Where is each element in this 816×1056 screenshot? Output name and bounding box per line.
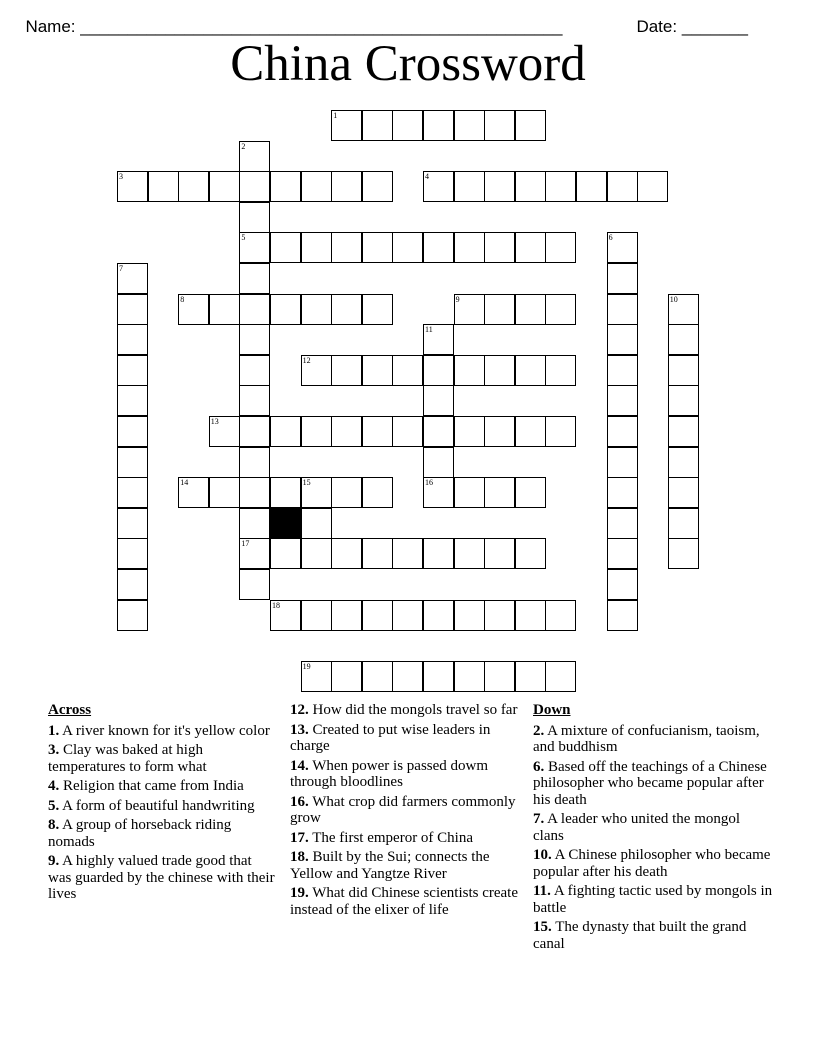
clue-number: 14: [180, 478, 189, 488]
across-clue: [48, 798, 278, 815]
grid-cell[interactable]: [423, 477, 454, 508]
grid-cell[interactable]: [331, 477, 362, 508]
grid-cell[interactable]: [331, 232, 362, 263]
grid-cell[interactable]: [117, 447, 148, 478]
clue-text: When power is passed dowm through bloodlines: [290, 757, 489, 790]
grid-cell[interactable]: [454, 477, 485, 508]
grid-cell[interactable]: [423, 232, 454, 263]
grid-cell[interactable]: [668, 294, 699, 325]
grid-cell[interactable]: [301, 538, 332, 569]
grid-cell[interactable]: [301, 171, 332, 202]
grid-cell[interactable]: [239, 232, 270, 263]
grid-cell[interactable]: [301, 232, 332, 263]
grid-cell[interactable]: [668, 477, 699, 508]
grid-cell[interactable]: [209, 416, 240, 447]
grid-cell[interactable]: [423, 385, 454, 416]
clue-number: 4.: [48, 778, 60, 794]
grid-cell[interactable]: [239, 324, 270, 355]
clue-number: 10: [669, 294, 678, 304]
grid-cell[interactable]: [454, 110, 485, 141]
grid-cell[interactable]: [607, 508, 638, 539]
grid-cell[interactable]: [209, 477, 240, 508]
grid-cell[interactable]: [423, 110, 454, 141]
across-clue: [48, 853, 278, 903]
grid-cell[interactable]: [362, 171, 393, 202]
grid-cell[interactable]: [484, 661, 515, 692]
grid-cell[interactable]: [362, 110, 393, 141]
clue-number: 1: [333, 111, 338, 120]
clue-text: A group of horseback riding nomads: [48, 817, 232, 850]
across-clue: [290, 885, 525, 918]
clue-number: 3.: [48, 742, 60, 758]
grid-cell[interactable]: [178, 477, 209, 508]
clue-number: 3: [119, 172, 123, 182]
across-clue: [48, 817, 278, 850]
name-label: Name:: [25, 17, 81, 36]
down-clue: [533, 919, 773, 952]
grid-cell[interactable]: [484, 600, 515, 631]
grid-cell[interactable]: [239, 477, 270, 508]
grid-cell[interactable]: [545, 171, 576, 202]
grid-cell[interactable]: [515, 661, 546, 692]
grid-cell[interactable]: [423, 171, 454, 202]
grid-cell[interactable]: [362, 355, 393, 386]
black-cell: [270, 508, 301, 539]
clue-number: 4: [425, 172, 429, 182]
grid-cell[interactable]: [668, 355, 699, 386]
grid-cell[interactable]: [454, 294, 485, 325]
grid-cell[interactable]: [545, 232, 576, 263]
grid-cell[interactable]: [362, 538, 393, 569]
grid-cell[interactable]: [117, 477, 148, 508]
grid-cell[interactable]: [270, 538, 301, 569]
grid-cell[interactable]: [362, 294, 393, 325]
grid-cell[interactable]: [454, 232, 485, 263]
clue-number: 5.: [48, 797, 60, 814]
grid-cell[interactable]: [607, 232, 638, 263]
grid-cell[interactable]: [270, 232, 301, 263]
grid-cell[interactable]: [454, 661, 485, 692]
grid-cell[interactable]: [331, 110, 362, 141]
down-clue: [533, 847, 773, 880]
grid-cell[interactable]: [515, 110, 546, 141]
clue-number: 9.: [48, 853, 60, 869]
grid-cell[interactable]: [607, 263, 638, 294]
clue-text: A leader who united the mongol clans: [533, 811, 741, 844]
clue-text: What crop did farmers commonly grow: [290, 793, 516, 826]
grid-cell[interactable]: [545, 416, 576, 447]
grid-cell[interactable]: [392, 416, 423, 447]
page-title: China Crossword: [230, 36, 586, 92]
grid-cell[interactable]: [362, 661, 393, 692]
grid-cell[interactable]: [301, 661, 332, 692]
grid-cell[interactable]: [454, 171, 485, 202]
grid-cell[interactable]: [423, 416, 454, 447]
grid-cell[interactable]: [423, 600, 454, 631]
across-clue: [48, 742, 278, 775]
grid-cell[interactable]: [239, 171, 270, 202]
grid-cell[interactable]: [117, 385, 148, 416]
grid-cell[interactable]: [178, 171, 209, 202]
clue-text: A Chinese philosopher who became popular after his death: [533, 847, 771, 880]
grid-cell[interactable]: [454, 416, 485, 447]
clue-number: 16.: [290, 793, 309, 810]
grid-cell[interactable]: [484, 355, 515, 386]
clue-text: A highly valued trade good that was guarded by the chinese with their lives: [48, 853, 275, 902]
grid-cell[interactable]: [362, 232, 393, 263]
down-clue: [533, 723, 773, 756]
clue-text: What did Chinese scientists create instead of the elixer of life: [290, 885, 518, 918]
grid-cell[interactable]: [392, 232, 423, 263]
clue-number: 13.: [290, 721, 309, 738]
clue-number: 16: [425, 478, 433, 488]
clue-text: The first emperor of China: [308, 829, 474, 846]
grid-cell[interactable]: [117, 324, 148, 355]
clue-number: 15.: [533, 919, 552, 935]
clue-number: 15: [302, 478, 311, 488]
grid-cell[interactable]: [392, 661, 423, 692]
clue-number: 8: [180, 294, 185, 304]
grid-cell[interactable]: [270, 416, 301, 447]
clue-number: 14.: [290, 757, 309, 774]
grid-cell[interactable]: [117, 416, 148, 447]
clue-number: 17: [241, 539, 250, 549]
grid-cell[interactable]: [607, 569, 638, 600]
clue-number: 11.: [533, 883, 551, 899]
grid-cell[interactable]: [301, 416, 332, 447]
grid-cell[interactable]: [331, 171, 362, 202]
clue-number: 8.: [48, 817, 60, 833]
across-clue: [290, 758, 525, 791]
across-clue: [290, 722, 525, 755]
grid-cell[interactable]: [668, 508, 699, 539]
clue-number: 9: [455, 294, 460, 304]
across-clues-column-1: [48, 702, 278, 906]
grid-cell[interactable]: [117, 263, 148, 294]
grid-cell[interactable]: [362, 477, 393, 508]
grid-cell[interactable]: [515, 600, 546, 631]
grid-cell[interactable]: [515, 171, 546, 202]
clue-text: Clay was baked at high temperatures to form what: [48, 742, 207, 775]
grid-cell[interactable]: [454, 600, 485, 631]
clue-number: 13: [210, 417, 219, 426]
across-clue: [48, 778, 278, 795]
clue-number: 12: [302, 355, 311, 365]
grid-cell[interactable]: [484, 171, 515, 202]
grid-cell[interactable]: [484, 538, 515, 569]
name-line[interactable]: ___________________________________________________: [80, 17, 563, 36]
grid-cell[interactable]: [423, 447, 454, 478]
clue-text: A fighting tactic used by mongols in battle: [533, 883, 773, 916]
across-clues-column-2: [290, 702, 525, 921]
date-label: Date:: [636, 17, 682, 36]
clue-number: 5: [241, 233, 246, 243]
grid-cell[interactable]: [515, 294, 546, 325]
clue-number: 19.: [290, 885, 309, 901]
grid-cell[interactable]: [301, 508, 332, 539]
clue-number: 12.: [290, 702, 309, 718]
grid-cell[interactable]: [301, 355, 332, 386]
down-clue: [533, 811, 773, 844]
grid-cell[interactable]: [454, 538, 485, 569]
grid-cell[interactable]: [607, 416, 638, 447]
grid-cell[interactable]: [239, 538, 270, 569]
across-heading: Across: [48, 702, 92, 718]
grid-cell[interactable]: [331, 661, 362, 692]
down-clue: [533, 883, 773, 916]
grid-cell[interactable]: [331, 538, 362, 569]
grid-cell[interactable]: [239, 569, 270, 600]
grid-cell[interactable]: [331, 294, 362, 325]
grid-cell[interactable]: [117, 355, 148, 386]
grid-cell[interactable]: [301, 294, 332, 325]
grid-cell[interactable]: [484, 110, 515, 141]
grid-cell[interactable]: [515, 416, 546, 447]
grid-cell[interactable]: [668, 447, 699, 478]
grid-cell[interactable]: [515, 355, 546, 386]
grid-cell[interactable]: [331, 600, 362, 631]
grid-cell[interactable]: [607, 600, 638, 631]
grid-cell[interactable]: [209, 294, 240, 325]
clue-text: A mixture of confucianism, taoism, and buddhism: [533, 722, 760, 755]
grid-cell[interactable]: [362, 416, 393, 447]
clue-number: 18.: [290, 849, 309, 865]
grid-cell[interactable]: [239, 294, 270, 325]
clue-number: 7: [119, 264, 123, 273]
grid-cell[interactable]: [392, 355, 423, 386]
grid-cell[interactable]: [545, 294, 576, 325]
grid-cell[interactable]: [607, 355, 638, 386]
grid-cell[interactable]: [148, 171, 179, 202]
clue-number: 17.: [290, 829, 309, 846]
grid-cell[interactable]: [576, 171, 607, 202]
grid-cell[interactable]: [117, 538, 148, 569]
across-clue: [290, 830, 525, 847]
grid-cell[interactable]: [423, 355, 454, 386]
grid-cell[interactable]: [239, 416, 270, 447]
across-clue: [290, 702, 525, 719]
grid-cell[interactable]: [423, 538, 454, 569]
clue-text: A form of beautiful handwriting: [59, 797, 255, 814]
grid-cell[interactable]: [270, 294, 301, 325]
grid-cell[interactable]: [331, 355, 362, 386]
grid-cell[interactable]: [270, 171, 301, 202]
grid-cell[interactable]: [515, 232, 546, 263]
clue-number: 1.: [48, 722, 60, 739]
grid-cell[interactable]: [515, 477, 546, 508]
grid-cell[interactable]: [607, 385, 638, 416]
across-clue: [290, 849, 525, 882]
clue-text: A river known for it's yellow color: [59, 722, 270, 739]
grid-cell[interactable]: [607, 477, 638, 508]
clue-number: 6.: [533, 758, 545, 775]
grid-cell[interactable]: [239, 355, 270, 386]
grid-cell[interactable]: [117, 171, 148, 202]
grid-cell[interactable]: [117, 569, 148, 600]
clue-number: 2.: [533, 722, 545, 739]
grid-cell[interactable]: [607, 324, 638, 355]
grid-cell[interactable]: [423, 324, 454, 355]
clue-number: 2: [241, 141, 246, 151]
grid-cell[interactable]: [239, 508, 270, 539]
across-clue: [48, 723, 278, 740]
grid-cell[interactable]: [484, 232, 515, 263]
grid-cell[interactable]: [239, 385, 270, 416]
clue-text: How did the mongols travel so far: [308, 702, 518, 718]
down-heading: Down: [533, 702, 571, 718]
grid-cell[interactable]: [301, 477, 332, 508]
clue-text: Based off the teachings of a Chinese philosopher who became popular after his death: [533, 758, 767, 808]
clue-number: 18: [272, 600, 280, 610]
grid-cell[interactable]: [545, 661, 576, 692]
grid-cell[interactable]: [392, 110, 423, 141]
grid-cell[interactable]: [392, 538, 423, 569]
clue-text: Built by the Sui; connects the Yellow and Yangtze River: [290, 849, 490, 882]
grid-cell[interactable]: [454, 355, 485, 386]
date-line[interactable]: _______: [681, 17, 748, 36]
grid-cell[interactable]: [668, 538, 699, 569]
grid-cell[interactable]: [270, 477, 301, 508]
grid-cell[interactable]: [178, 294, 209, 325]
grid-cell[interactable]: [668, 385, 699, 416]
grid-cell[interactable]: [239, 263, 270, 294]
clue-number: 6: [608, 233, 613, 243]
grid-cell[interactable]: [607, 447, 638, 478]
grid-cell[interactable]: [545, 355, 576, 386]
across-clue: [290, 794, 525, 827]
down-clue: [533, 759, 773, 809]
grid-cell[interactable]: [545, 600, 576, 631]
grid-cell[interactable]: [607, 171, 638, 202]
grid-cell[interactable]: [392, 600, 423, 631]
grid-cell[interactable]: [423, 661, 454, 692]
grid-cell[interactable]: [239, 447, 270, 478]
clue-text: The dynasty that built the grand canal: [533, 919, 747, 952]
grid-cell[interactable]: [484, 477, 515, 508]
grid-cell[interactable]: [239, 202, 270, 233]
grid-cell[interactable]: [209, 171, 240, 202]
clue-number: 19: [302, 661, 311, 671]
grid-cell[interactable]: [117, 600, 148, 631]
clue-number: 7.: [533, 811, 545, 827]
clue-text: Created to put wise leaders in charge: [290, 721, 491, 754]
grid-cell[interactable]: [331, 416, 362, 447]
clue-number: 10.: [533, 847, 552, 863]
grid-cell[interactable]: [117, 294, 148, 325]
grid-cell[interactable]: [362, 600, 393, 631]
grid-cell[interactable]: [484, 416, 515, 447]
grid-cell[interactable]: [270, 600, 301, 631]
grid-cell[interactable]: [117, 508, 148, 539]
grid-cell[interactable]: [484, 294, 515, 325]
grid-cell[interactable]: [668, 416, 699, 447]
grid-cell[interactable]: [607, 294, 638, 325]
clue-text: Religion that came from India: [59, 778, 244, 794]
down-clues-column: [533, 702, 773, 955]
clue-number: 11: [425, 325, 433, 335]
grid-cell[interactable]: [607, 538, 638, 569]
grid-cell[interactable]: [637, 171, 668, 202]
grid-cell[interactable]: [239, 141, 270, 172]
grid-cell[interactable]: [301, 600, 332, 631]
grid-cell[interactable]: [515, 538, 546, 569]
grid-cell[interactable]: [668, 324, 699, 355]
